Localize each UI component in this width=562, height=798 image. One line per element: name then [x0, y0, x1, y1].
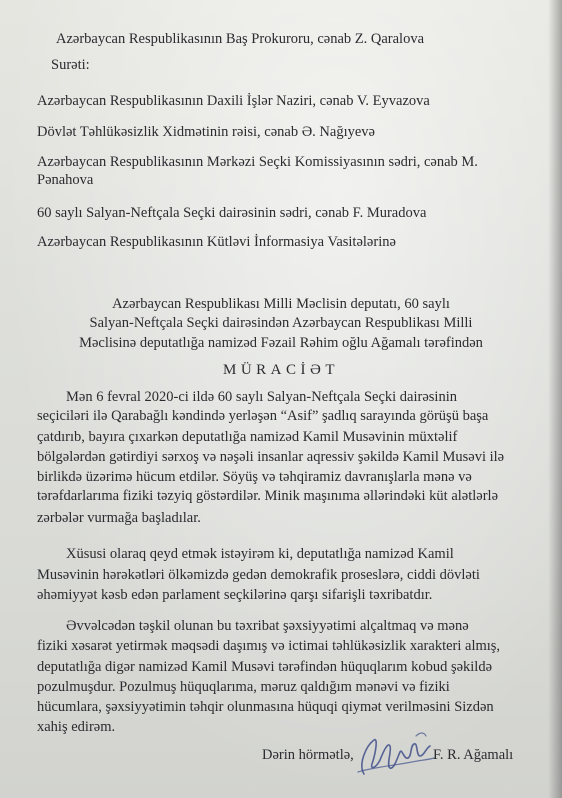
page-edge-shadow: [548, 0, 562, 798]
paragraph-line: hücumlara, şəxsiyyətimin təhqir olunmasına hüquqi qiymət verilməsini Sizdən: [37, 699, 494, 715]
paragraph-line: Musəvinin hərəkətləri ölkəmizdə gedən demokrafik proseslərə, ciddi dövləti: [37, 567, 480, 583]
addressee-line: Azərbaycan Respublikasının Baş Prokuroru, cənab Z. Qaralova: [56, 31, 425, 47]
paragraph-line: tərəfdarlarıma fiziki təzyiq göstərdilər. Minik maşınıma əllərindəki küt alətlərlə: [37, 488, 499, 504]
recipient-line: Pənahova: [37, 172, 94, 188]
copy-label: Surəti:: [51, 57, 90, 73]
paragraph-line: Əvvəlcədən təşkil olunan bu təxribat şəxsiyyətimi alçaltmaq və mənə: [66, 618, 469, 634]
recipient-line: 60 saylı Salyan-Neftçala Seçki dairəsinin sədri, cənab F. Muradova: [37, 205, 427, 221]
paragraph-line: Xüsusi olaraq qeyd etmək istəyirəm ki, deputatlığa namizəd Kamil: [66, 546, 454, 562]
paragraph-line: çatdırıb, bayıra çıxarkən deputatlığa namizəd Kamil Musəvinin müxtəlif: [37, 429, 458, 445]
signature-image: [350, 722, 440, 782]
document-title: MÜRACİƏT: [222, 362, 339, 378]
paragraph-line: deputatlığa digər namizəd Kamil Musəvi tərəfindən hüquqlarım kobud şəkildə: [37, 659, 493, 675]
paragraph-line: bölgələrdən gətirdiyi sərxoş və nəşəli insanlar aqressiv şəkildə Kamil Musəvi ilə: [37, 449, 505, 465]
paragraph-line: fiziki xəsarət yetirmək məqsədi daşımış və ictimai təhlükəsizlik xarakteri almış,: [37, 638, 501, 654]
closing-phrase: Dərin hörmətlə,: [262, 747, 354, 763]
paragraph-line: Mən 6 fevral 2020-ci ildə 60 saylı Salyan-Neftçala Seçki dairəsinin: [66, 389, 457, 405]
paragraph-line: birlikdə üzərimə hücum etdilər. Söyüş və təhqiramiz davranışlarla mənə və: [37, 469, 472, 485]
paragraph-line: seçiciləri ilə Qarabağlı kəndində yerləşən “Asif” şadlıq sarayında görüşü başa: [37, 408, 489, 424]
sender-line: Məclisinə deputatlığa namizəd Fəzail Rəhim oğlu Ağamalı tərəfindən: [79, 335, 483, 351]
recipient-line: Azərbaycan Respublikasının Mərkəzi Seçki Komissiyasının sədri, cənab M.: [37, 154, 478, 170]
sender-line: Salyan-Neftçala Seçki dairəsindən Azərbaycan Respublikası Milli: [89, 315, 473, 331]
paragraph-line: xahiş edirəm.: [37, 719, 116, 735]
recipient-line: Azərbaycan Respublikasının Daxili İşlər Naziri, cənab V. Eyvazova: [37, 93, 430, 109]
sender-line: Azərbaycan Respublikası Milli Məclisin deputatı, 60 saylı: [112, 296, 450, 312]
paragraph-line: əhəmiyyət kəsb edən parlament seçkilərinə qarşı sifarişli təxribatdır.: [37, 587, 433, 603]
signer-name: F. R. Ağamalı: [433, 747, 514, 763]
recipient-line: Dövlət Təhlükəsizlik Xidmətinin rəisi, cənab Ə. Nağıyevə: [37, 124, 375, 140]
recipient-line: Azərbaycan Respublikasının Kütləvi İnformasiya Vasitələrinə: [37, 234, 396, 250]
paragraph-line: zərbələr vurmağa başladılar.: [37, 510, 201, 526]
paragraph-line: pozulmuşdur. Pozulmuş hüquqlarıma, məruz qaldığım mənəvi və fiziki: [37, 679, 450, 695]
